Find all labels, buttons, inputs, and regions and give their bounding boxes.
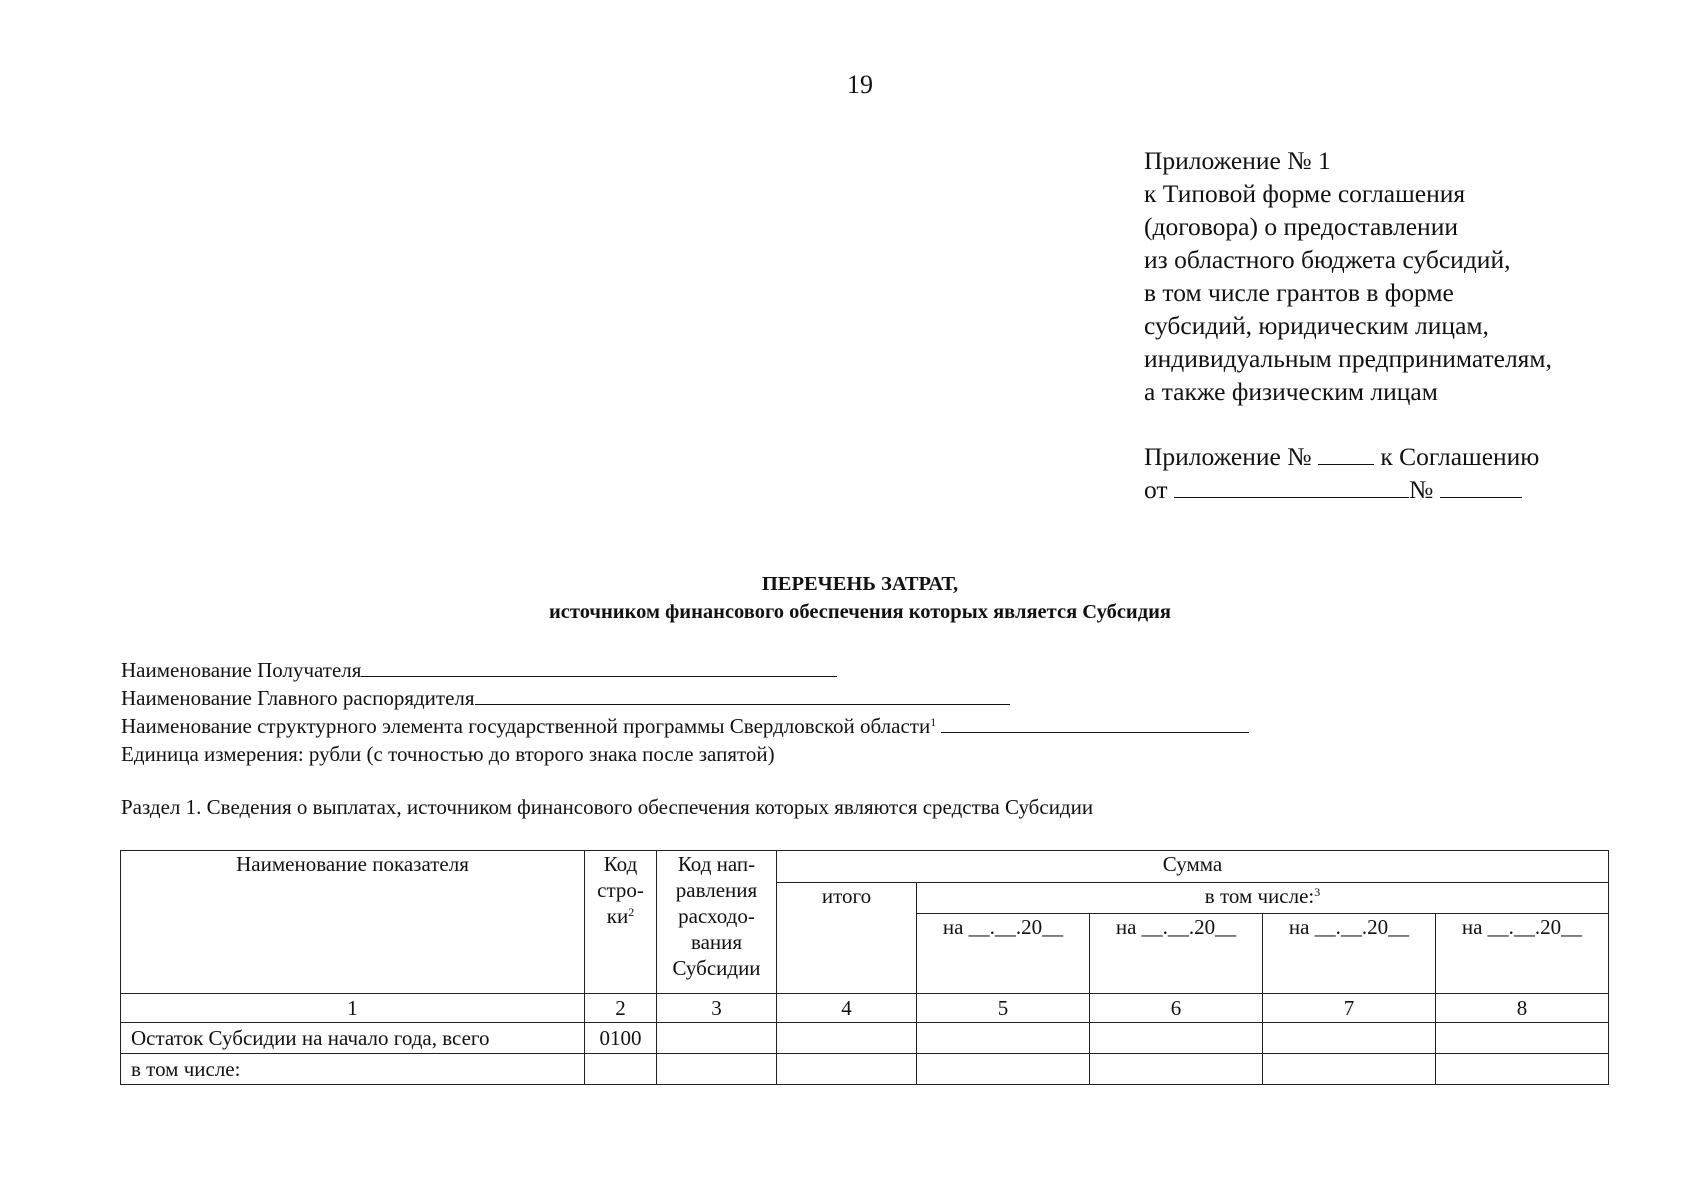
column-number: 7 bbox=[1263, 994, 1436, 1023]
ref-prefix: Приложение № bbox=[1144, 442, 1312, 471]
column-number: 4 bbox=[777, 994, 917, 1023]
main-manager-blank[interactable] bbox=[475, 686, 1010, 705]
appendix-line: субсидий, юридическим лицам, bbox=[1144, 311, 1489, 340]
date-value-cell[interactable] bbox=[1436, 1054, 1609, 1085]
header-sum: Сумма bbox=[777, 851, 1609, 883]
header-direction-l3: расходо- bbox=[678, 904, 755, 928]
program-element-field bbox=[121, 712, 1249, 740]
number-sign: № bbox=[1408, 475, 1434, 504]
date-value-cell[interactable] bbox=[917, 1023, 1090, 1054]
header-including-text: в том числе: bbox=[1204, 884, 1315, 908]
row-indicator: в том числе: bbox=[121, 1054, 585, 1085]
program-element-blank[interactable] bbox=[941, 714, 1249, 733]
unit-field: Единица измерения: рубли (с точностью до второго знака после запятой) bbox=[121, 742, 775, 766]
from-label: от bbox=[1144, 475, 1168, 504]
row-indicator: Остаток Субсидии на начало года, всего bbox=[121, 1023, 585, 1054]
agreement-date-blank[interactable] bbox=[1174, 475, 1409, 498]
agreement-date-line bbox=[1144, 473, 1664, 506]
appendix-line: к Типовой форме соглашения bbox=[1144, 179, 1466, 208]
table-row bbox=[121, 1054, 1609, 1085]
recipient-field bbox=[121, 656, 1249, 684]
column-number-row bbox=[121, 994, 1609, 1023]
header-line-code-l2: стро- bbox=[597, 878, 644, 902]
footnote-ref-2: 2 bbox=[628, 905, 635, 919]
recipient-label: Наименование Получателя bbox=[121, 658, 362, 682]
header-date-col: на __.__.20__ bbox=[917, 914, 1090, 994]
title-line-1: ПЕРЕЧЕНЬ ЗАТРАТ, bbox=[761, 573, 959, 595]
footnote-ref-3: 3 bbox=[1314, 885, 1321, 899]
column-number: 8 bbox=[1436, 994, 1609, 1023]
main-manager-label: Наименование Главного распорядителя bbox=[121, 686, 475, 710]
header-direction-l5: Субсидии bbox=[672, 956, 761, 980]
total-cell[interactable] bbox=[777, 1023, 917, 1054]
header-including bbox=[917, 883, 1609, 914]
header-date-col: на __.__.20__ bbox=[1090, 914, 1263, 994]
header-fields bbox=[121, 656, 1249, 768]
footnote-ref-1: 1 bbox=[930, 715, 937, 729]
program-element-label: Наименование структурного элемента государственной программы Свердловской области bbox=[121, 714, 931, 738]
date-value-cell[interactable] bbox=[1263, 1054, 1436, 1085]
main-manager-field bbox=[121, 684, 1249, 712]
column-number: 3 bbox=[657, 994, 777, 1023]
header-total: итого bbox=[777, 883, 917, 994]
date-value-cell[interactable] bbox=[1090, 1054, 1263, 1085]
appendix-line: индивидуальным предпринимателям, bbox=[1144, 344, 1552, 373]
header-line-code-text: ки bbox=[606, 904, 629, 928]
page-number: 19 bbox=[847, 70, 873, 99]
date-value-cell[interactable] bbox=[1436, 1023, 1609, 1054]
section-title: Раздел 1. Сведения о выплатах, источником финансового обеспечения которых являются средства Субсидии bbox=[121, 795, 1094, 819]
column-number: 2 bbox=[585, 994, 657, 1023]
header-line-code-l3 bbox=[589, 903, 652, 929]
header-direction-l1: Код нап- bbox=[677, 852, 756, 876]
header-line-code-l1: Код bbox=[603, 852, 638, 876]
direction-code-cell[interactable] bbox=[657, 1023, 777, 1054]
ref-suffix: к Соглашению bbox=[1380, 442, 1540, 471]
appendix-line: (договора) о предоставлении bbox=[1144, 212, 1458, 241]
table-row bbox=[121, 1023, 1609, 1054]
title-line-2: источником финансового обеспечения которых является Субсидия bbox=[548, 601, 1172, 623]
date-value-cell[interactable] bbox=[917, 1054, 1090, 1085]
header-direction-l2: равления bbox=[675, 878, 758, 902]
agreement-reference-line bbox=[1144, 440, 1664, 473]
column-number: 5 bbox=[917, 994, 1090, 1023]
appendix-header bbox=[1144, 144, 1664, 408]
header-date-col: на __.__.20__ bbox=[1263, 914, 1436, 994]
header-direction-l4: вания bbox=[690, 930, 743, 954]
column-number: 1 bbox=[121, 994, 585, 1023]
header-indicator: Наименование показателя bbox=[121, 851, 585, 994]
total-cell[interactable] bbox=[777, 1054, 917, 1085]
date-value-cell[interactable] bbox=[1090, 1023, 1263, 1054]
header-date-col: на __.__.20__ bbox=[1436, 914, 1609, 994]
row-line-code bbox=[585, 1054, 657, 1085]
appendix-line: из областного бюджета субсидий, bbox=[1144, 245, 1511, 274]
date-value-cell[interactable] bbox=[1263, 1023, 1436, 1054]
appendix-line: Приложение № 1 bbox=[1144, 146, 1331, 175]
appendix-line: а также физическим лицам bbox=[1144, 377, 1438, 406]
direction-code-cell[interactable] bbox=[657, 1054, 777, 1085]
column-number: 6 bbox=[1090, 994, 1263, 1023]
agreement-reference bbox=[1144, 440, 1664, 506]
recipient-blank[interactable] bbox=[361, 658, 837, 677]
appendix-number-blank[interactable] bbox=[1318, 442, 1374, 465]
document-title bbox=[0, 570, 1697, 626]
header-line-code bbox=[585, 851, 657, 994]
row-line-code: 0100 bbox=[585, 1023, 657, 1054]
appendix-line: в том числе грантов в форме bbox=[1144, 278, 1454, 307]
agreement-number-blank[interactable] bbox=[1440, 475, 1522, 498]
cost-table bbox=[120, 850, 1609, 1085]
header-direction-code bbox=[657, 851, 777, 994]
